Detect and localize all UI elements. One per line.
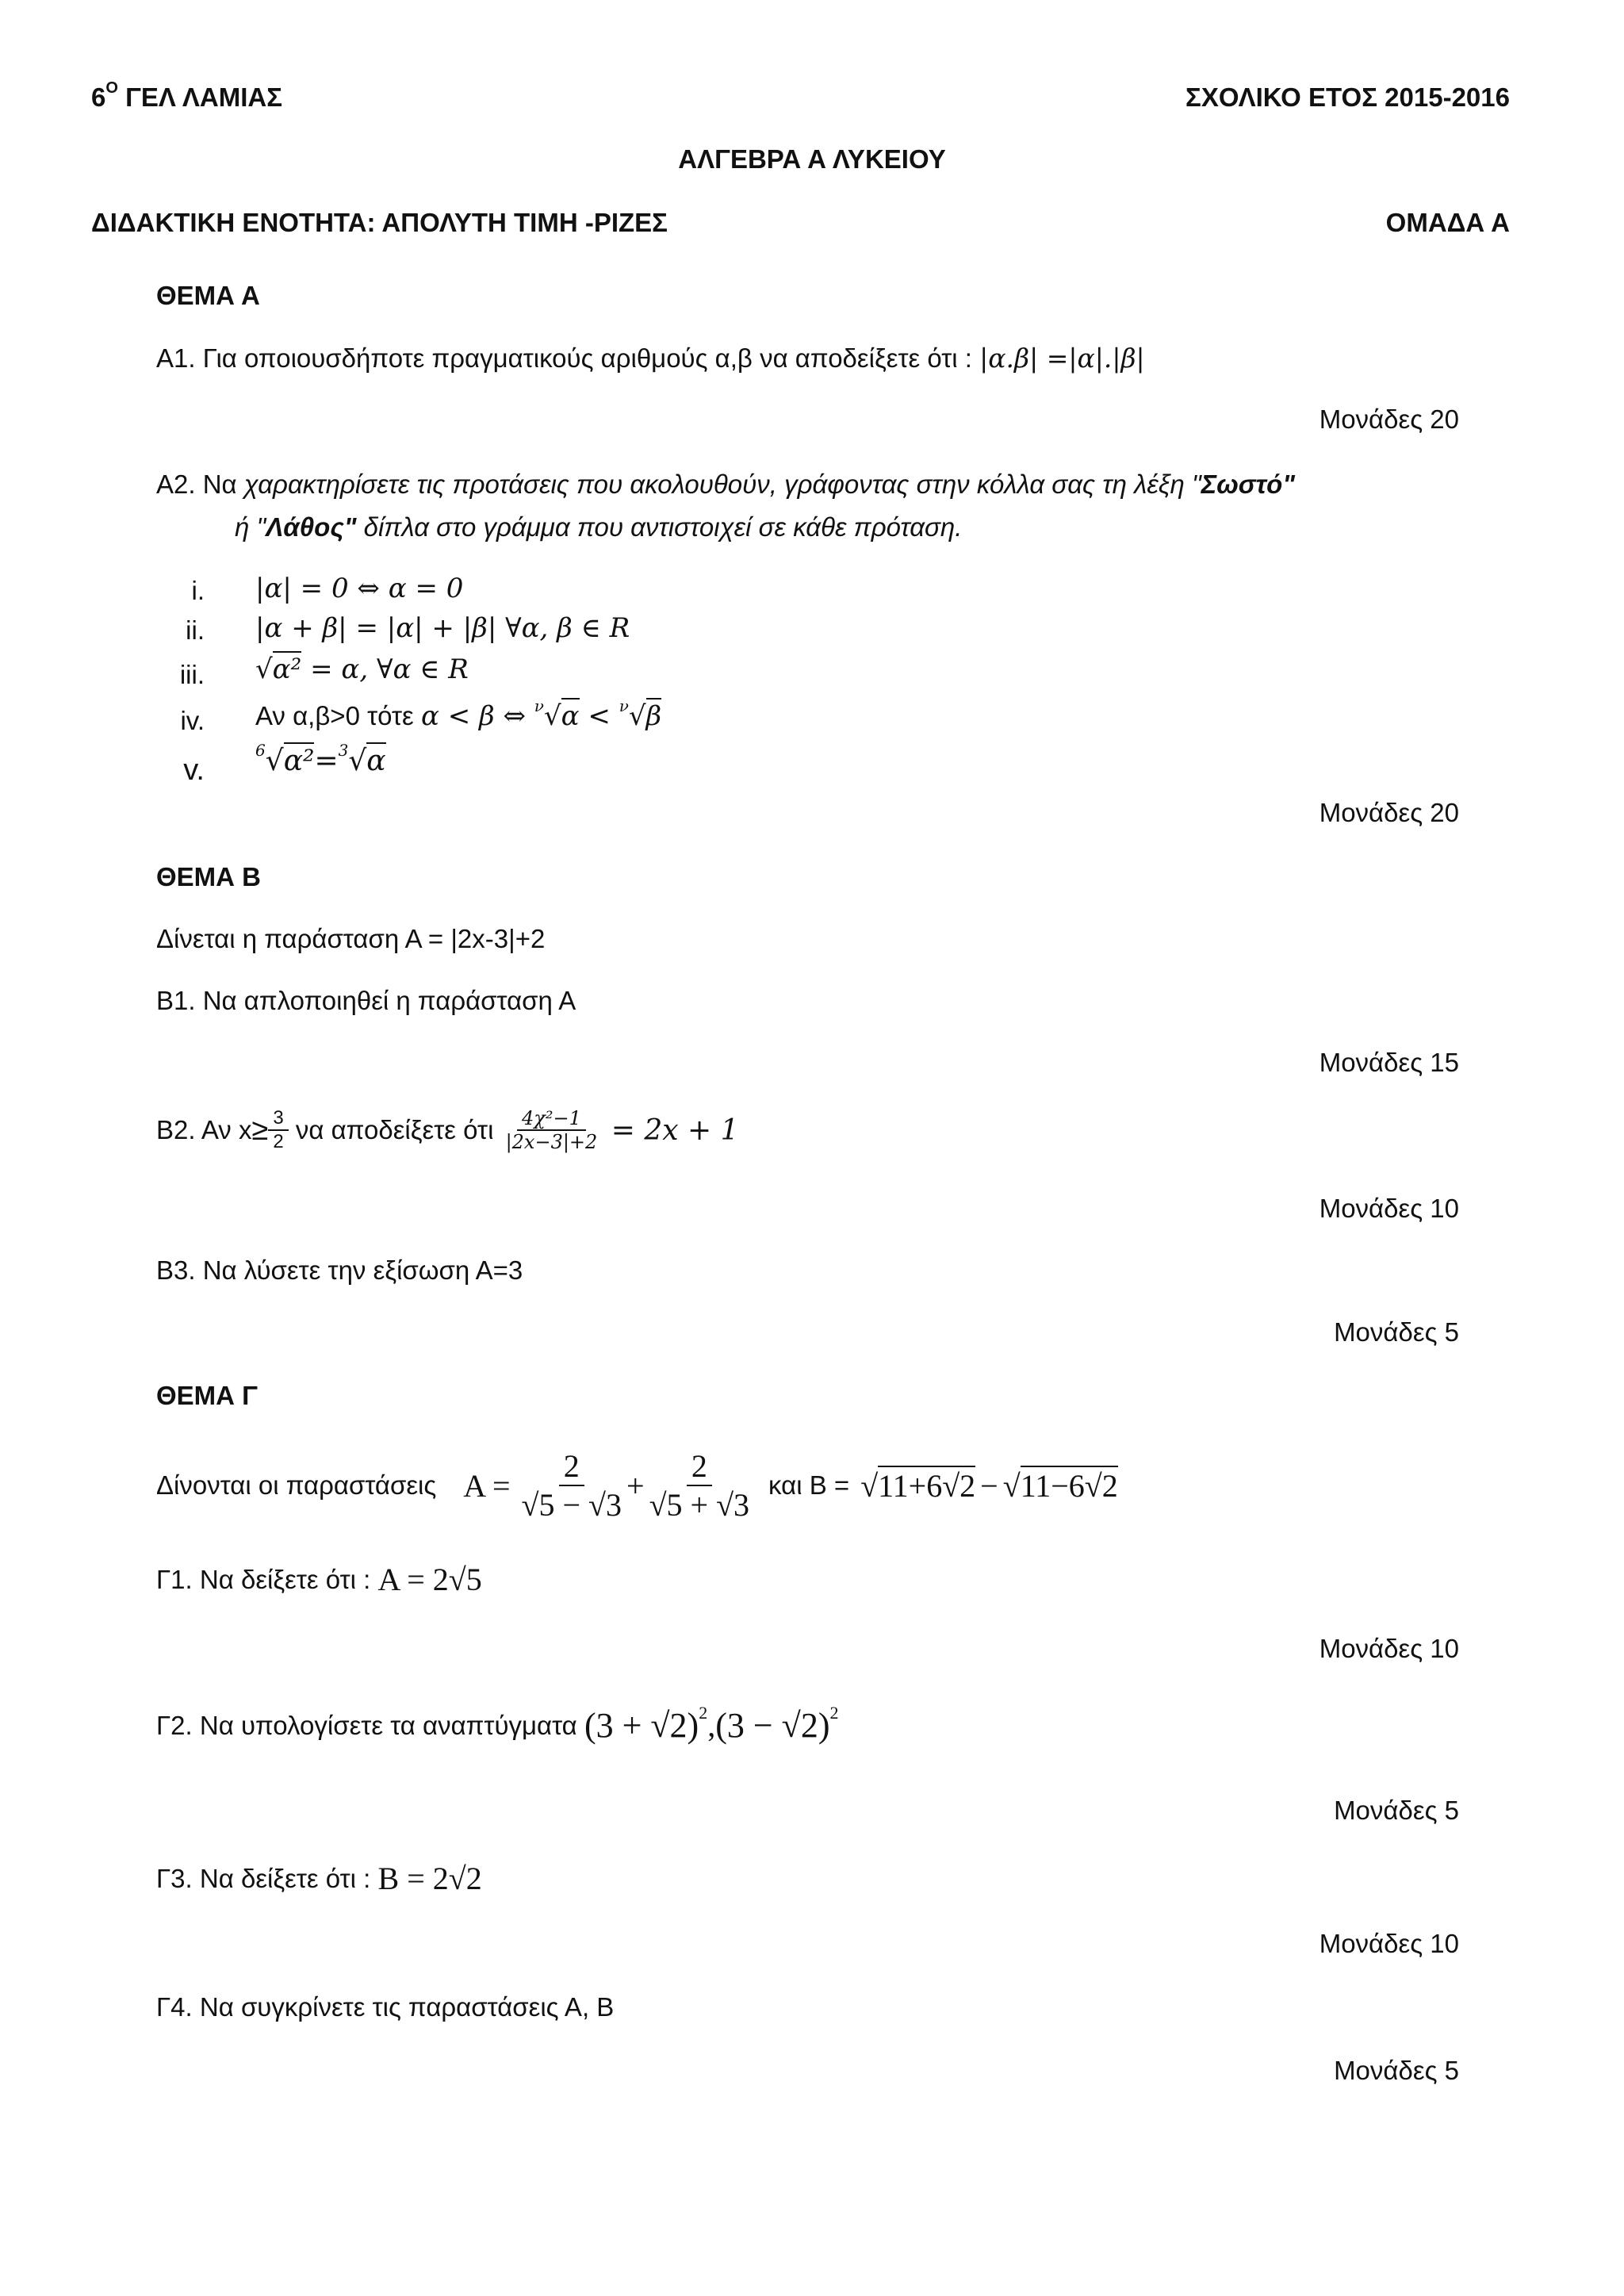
item-formula: Αν α,β>0 τότε α < β ⇔ $^\nu$√α < $^\nu$√β [255, 696, 662, 732]
g3-marks: Μονάδες 10 [1319, 1929, 1459, 1958]
a2-prefix: Α2. Να [156, 470, 244, 499]
a1-formula: |α.β| =|α|.|β| [979, 343, 1145, 374]
g3-formula: Β = 2√2 [377, 1861, 482, 1896]
a1-text: Α1. Για οποιουσδήποτε πραγματικούς αριθμούς α,β να αποδείξετε ότι : [156, 343, 980, 373]
school-year: ΣΧΟΛΙΚΟ ΕΤΟΣ 2015-2016 [1185, 82, 1510, 112]
g2-question [156, 1702, 839, 1746]
b2-mid: να αποδείξετε ότι [288, 1115, 501, 1144]
g4-question: Γ4. Να συγκρίνετε τις παραστάσεις Α, Β [156, 1992, 615, 2022]
a-lhs: Α = [463, 1467, 511, 1504]
item-label: iii. [179, 660, 205, 689]
g1-marks: Μονάδες 10 [1319, 1634, 1459, 1663]
exponent: 2 [829, 1702, 839, 1723]
group-label: ΟΜΑΔΑ Α [1385, 208, 1510, 237]
a2-marks: Μονάδες 20 [1319, 798, 1459, 827]
school-number: 6 [91, 82, 106, 112]
frac-den: 2 [273, 1131, 284, 1152]
b3-marks: Μονάδες 5 [1334, 1317, 1459, 1347]
thema-b-title: ΘΕΜΑ Β [156, 862, 261, 891]
thema-a-title: ΘΕΜΑ Α [156, 281, 260, 310]
school-name [91, 79, 283, 113]
radicand: α² [284, 742, 315, 777]
b1-question: Β1. Να απλοποιηθεί η παράσταση Α [156, 986, 576, 1015]
radicand: α [366, 742, 385, 777]
plus-sign: + [626, 1467, 645, 1504]
radicand: α² [273, 651, 302, 685]
frac-num: 3 [268, 1107, 288, 1131]
equals: = [314, 745, 339, 777]
a2-line1 [156, 470, 1295, 500]
item-label: iv. [180, 706, 205, 735]
g4-marks: Μονάδες 5 [1334, 2056, 1459, 2085]
item-formula [255, 654, 469, 685]
g-given: Δίνονται οι παραστάσεις Α = $\frac{2}{√5 - √3}$ + $\frac{2}{√5 + √3}$ και Β = √11+6√2 − √11−6√2 [156, 1448, 1118, 1523]
item-label: v. [183, 753, 205, 787]
formula-rest: = α, ∀α ∈ R [301, 654, 469, 685]
b2-fraction [501, 1107, 603, 1153]
a1-marks: Μονάδες 20 [1319, 404, 1459, 434]
g3-question [156, 1860, 482, 1897]
b1-marks: Μονάδες 15 [1319, 1048, 1459, 1077]
a2-line2 [235, 512, 962, 542]
frac-num: 4χ²−1 [517, 1107, 586, 1131]
g2-formula-1: (3 + √2) [584, 1706, 699, 1745]
item-formula: $^6$√α²=$^3$√α [255, 741, 386, 777]
root-index: ν [619, 696, 629, 715]
g-given-text: Δίνονται οι παραστάσεις [156, 1470, 437, 1500]
item-formula: |α + β| = |α| + |β| ∀α, β ∈ R [255, 612, 630, 644]
a2-text-2b: δίπλα στο γράμμα που αντιστοιχεί σε κάθε πρόταση. [356, 512, 963, 542]
school-rest: ΓΕΛ ΛΑΜΙΑΣ [117, 82, 283, 112]
exponent: 2 [699, 1702, 708, 1723]
b3-question: Β3. Να λύσετε την εξίσωση Α=3 [156, 1255, 523, 1285]
root-index: 3 [338, 741, 349, 760]
root-index: ν [534, 696, 544, 715]
g1-question [156, 1561, 482, 1598]
b-radicand-2: 11−6√2 [1021, 1466, 1118, 1504]
course-title: ΑΛΓΕΒΡΑ Α ΛΥΚΕΙΟΥ [678, 144, 946, 174]
g2-marks: Μονάδες 5 [1334, 1796, 1459, 1825]
school-sup: Ο [105, 79, 118, 97]
g3-text: Γ3. Να δείξετε ότι : [156, 1863, 378, 1893]
a1-question [156, 343, 1145, 374]
g2-formula-2: (3 − √2) [715, 1706, 830, 1745]
geq-sign: ≥ [251, 1113, 269, 1147]
b-given: Δίνεται η παράσταση Α = |2x-3|+2 [156, 924, 546, 953]
b2-question [156, 1107, 739, 1153]
a2-lathos: Λάθος" [266, 512, 357, 542]
unit-title: ΔΙΔΑΚΤΙΚΗ ΕΝΟΤΗΤΑ: ΑΠΟΛΥΤΗ ΤΙΜΗ -ΡΙΖΕΣ [91, 208, 668, 237]
radical-sign: √ [255, 654, 273, 685]
item-text: Αν α,β>0 τότε [255, 701, 421, 730]
a2-text-2a: ή " [235, 512, 266, 542]
g1-text: Γ1. Να δείξετε ότι : [156, 1564, 378, 1594]
frac-den: √5 + √3 [649, 1487, 750, 1523]
item-label: i. [191, 576, 205, 605]
g2-text: Γ2. Να υπολογίσετε τα αναπτύγματα [156, 1710, 584, 1740]
b2-rhs: = 2x + 1 [602, 1114, 739, 1147]
a2-text-1: χαρακτηρίσετε τις προτάσεις που ακολουθούν, γράφοντας στην κόλλα σας τη λέξη " [243, 470, 1201, 499]
b2-marks: Μονάδες 10 [1319, 1194, 1459, 1223]
comma: , [707, 1708, 716, 1743]
fraction-3-2 [268, 1107, 288, 1153]
a2-sosto: Σωστό" [1201, 470, 1295, 499]
thema-g-title: ΘΕΜΑ Γ [156, 1381, 259, 1410]
a-frac-2 [645, 1447, 754, 1524]
root-index: 6 [255, 741, 266, 760]
b-radicand-1: 11+6√2 [878, 1466, 975, 1504]
b2-pre: Β2. Αν x [156, 1115, 252, 1144]
and-b: και Β = [768, 1470, 850, 1500]
a-frac-1 [517, 1447, 626, 1524]
item-label: ii. [186, 615, 205, 645]
frac-den: |2x−3|+2 [505, 1131, 598, 1153]
item-formula: |α| = 0 ⇔ α = 0 [255, 573, 464, 604]
g1-formula: Α = 2√5 [377, 1562, 482, 1597]
frac-num: 2 [687, 1447, 712, 1486]
minus-sign: − [980, 1467, 998, 1504]
frac-den: √5 − √3 [521, 1487, 622, 1523]
frac-num: 2 [559, 1447, 584, 1486]
item-math: α < β ⇔ [420, 700, 534, 732]
